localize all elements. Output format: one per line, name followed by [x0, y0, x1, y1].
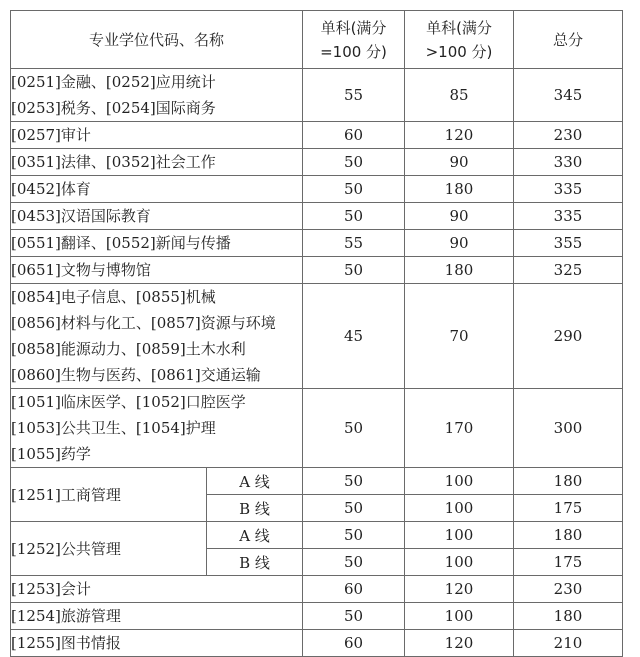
table-row	[11, 576, 623, 603]
score-total: 175	[514, 495, 623, 522]
line-label: B 线	[207, 549, 303, 576]
program-name-line: [0856]材料与化工、[0857]资源与环境	[11, 314, 276, 332]
score-total: 230	[514, 122, 623, 149]
score-single-over-100: 120	[405, 576, 514, 603]
table-row	[11, 630, 623, 657]
program-name: [1252]公共管理	[11, 522, 207, 576]
score-single-over-100: 180	[405, 257, 514, 284]
table-row	[11, 603, 623, 630]
table-row	[11, 69, 623, 122]
table-row	[11, 257, 623, 284]
table-row	[11, 230, 623, 257]
program-name: [1253]会计	[11, 576, 303, 603]
score-total: 300	[514, 389, 623, 468]
program-name: [1251]工商管理	[11, 468, 207, 522]
program-name-line: [0551]翻译、[0552]新闻与传播	[11, 234, 231, 252]
score-total: 345	[514, 69, 623, 122]
score-single-over-100: 100	[405, 495, 514, 522]
program-name	[11, 203, 303, 230]
score-total: 210	[514, 630, 623, 657]
score-single-100: 50	[303, 389, 405, 468]
score-single-100: 50	[303, 495, 405, 522]
score-single-over-100: 180	[405, 176, 514, 203]
program-name-line: [0253]税务、[0254]国际商务	[11, 99, 216, 117]
program-name-line: [1055]药学	[11, 445, 91, 463]
score-single-over-100: 70	[405, 284, 514, 389]
score-single-over-100: 85	[405, 69, 514, 122]
score-total: 325	[514, 257, 623, 284]
program-name-line: [0251]金融、[0252]应用统计	[11, 73, 216, 91]
program-name-line: [0452]体育	[11, 180, 91, 198]
program-name-line: [0854]电子信息、[0855]机械	[11, 288, 216, 306]
program-name-line: [1053]公共卫生、[1054]护理	[11, 419, 216, 437]
program-name-line: [0860]生物与医药、[0861]交通运输	[11, 366, 261, 384]
score-single-100: 50	[303, 549, 405, 576]
score-single-over-100: 100	[405, 549, 514, 576]
score-single-100: 55	[303, 69, 405, 122]
table-row	[11, 203, 623, 230]
score-single-100: 50	[303, 176, 405, 203]
score-single-100: 60	[303, 630, 405, 657]
score-table	[10, 10, 623, 657]
score-total: 335	[514, 203, 623, 230]
score-total: 335	[514, 176, 623, 203]
score-single-100: 55	[303, 230, 405, 257]
program-name	[11, 230, 303, 257]
table-header-row	[11, 11, 623, 69]
program-name-line: [0453]汉语国际教育	[11, 207, 151, 225]
score-single-over-100: 90	[405, 230, 514, 257]
score-single-100: 50	[303, 149, 405, 176]
score-single-over-100: 100	[405, 603, 514, 630]
score-total: 290	[514, 284, 623, 389]
score-total: 180	[514, 603, 623, 630]
table-row	[11, 522, 623, 549]
score-single-100: 60	[303, 576, 405, 603]
line-label: A 线	[207, 468, 303, 495]
score-single-100: 50	[303, 203, 405, 230]
score-single-over-100: 100	[405, 468, 514, 495]
table-row	[11, 149, 623, 176]
program-name: [1254]旅游管理	[11, 603, 303, 630]
program-name: [1255]图书情报	[11, 630, 303, 657]
score-single-100: 60	[303, 122, 405, 149]
table-row	[11, 122, 623, 149]
program-name	[11, 69, 303, 122]
line-label: B 线	[207, 495, 303, 522]
program-name-line: [0651]文物与博物馆	[11, 261, 151, 279]
score-single-over-100: 170	[405, 389, 514, 468]
score-single-100: 50	[303, 522, 405, 549]
line-label: A 线	[207, 522, 303, 549]
score-total: 180	[514, 468, 623, 495]
header-total: 总分	[514, 11, 623, 69]
program-name-line: [0858]能源动力、[0859]土木水利	[11, 340, 246, 358]
score-single-over-100: 100	[405, 522, 514, 549]
table-body	[11, 69, 623, 657]
header-name: 专业学位代码、名称	[11, 11, 303, 69]
score-single-100: 50	[303, 603, 405, 630]
program-name-line: [1051]临床医学、[1052]口腔医学	[11, 393, 246, 411]
score-single-100: 50	[303, 257, 405, 284]
score-total: 355	[514, 230, 623, 257]
program-name	[11, 122, 303, 149]
program-name-line: [0351]法律、[0352]社会工作	[11, 153, 216, 171]
score-single-over-100: 90	[405, 149, 514, 176]
program-name	[11, 389, 303, 468]
table-row	[11, 284, 623, 389]
program-name-line: [0257]审计	[11, 126, 91, 144]
score-single-100: 50	[303, 468, 405, 495]
header-single-100: 单科(满分 =100 分)	[303, 11, 405, 69]
score-total: 180	[514, 522, 623, 549]
score-single-100: 45	[303, 284, 405, 389]
score-total: 175	[514, 549, 623, 576]
header-single-over-100: 单科(满分 >100 分)	[405, 11, 514, 69]
score-total: 330	[514, 149, 623, 176]
program-name	[11, 257, 303, 284]
score-total: 230	[514, 576, 623, 603]
table-row	[11, 468, 623, 495]
table-row	[11, 176, 623, 203]
program-name	[11, 284, 303, 389]
table-row	[11, 389, 623, 468]
score-single-over-100: 90	[405, 203, 514, 230]
program-name	[11, 149, 303, 176]
score-single-over-100: 120	[405, 630, 514, 657]
score-single-over-100: 120	[405, 122, 514, 149]
program-name	[11, 176, 303, 203]
